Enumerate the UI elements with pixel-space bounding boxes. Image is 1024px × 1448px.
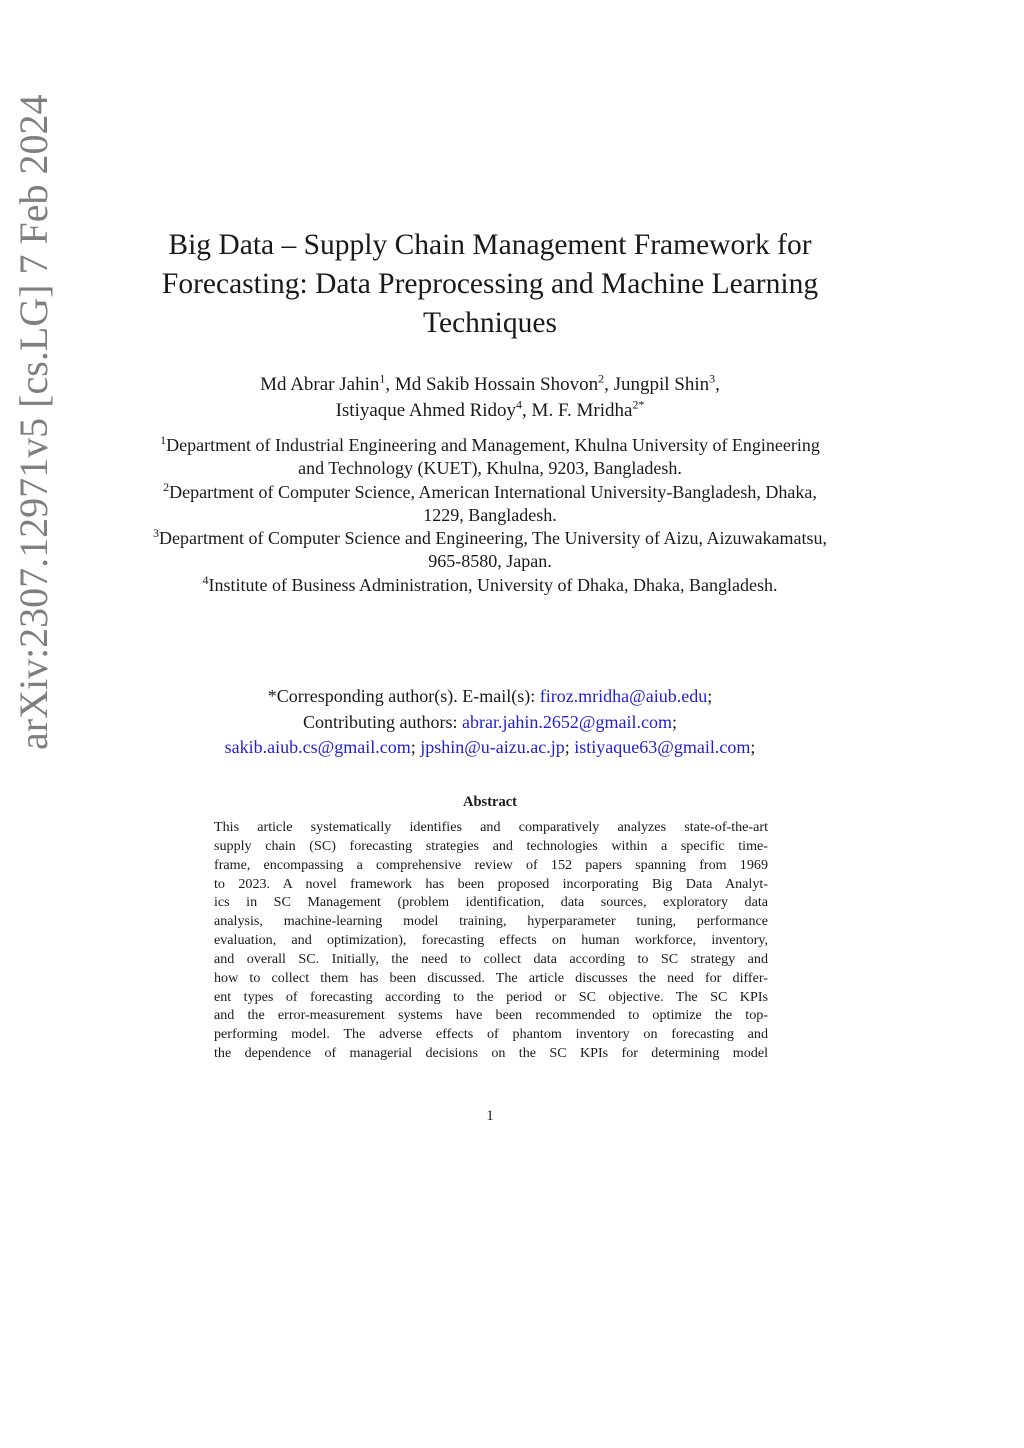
abstract-line: the dependence of managerial decisions on the SC KPIs for determining model — [214, 1045, 768, 1062]
abstract-line: and overall SC. Initially, the need to collect data according to SC strategy and — [214, 950, 768, 967]
author: Istiyaque Ahmed Ridoy$^4$, — [335, 397, 532, 421]
contributing-label: Contributing authors: — [302, 711, 458, 732]
author-list — [150, 372, 830, 424]
arxiv-identifier: arXiv:2307.12971v5 [cs.LG] 7 Feb 2024 — [11, 94, 56, 750]
affiliation: $^4$Institute of Business Administration, University of Dhaka, Dhaka, Bangladesh. — [202, 572, 778, 595]
abstract-line: and the error-measurement systems have been recommended to optimize the top- — [214, 1007, 768, 1024]
author: Md Abrar Jahin$^1$, — [260, 371, 395, 395]
abstract-line: evaluation, and optimization), forecasting effects on human workforce, inventory, — [214, 932, 768, 949]
abstract-line: analysis, machine-learning model training, hyperparameter tuning, performance — [214, 913, 768, 930]
abstract-line: how to collect them has been discussed. The article discusses the need for differ- — [214, 969, 768, 986]
author: Md Sakib Hossain Shovon$^2$, — [394, 371, 614, 395]
abstract-line: ics in SC Management (problem identification, data sources, exploratory data — [214, 894, 768, 911]
corresponding-label: *Corresponding author(s). E-mail(s): — [267, 686, 536, 706]
affiliation: $^3$Department of Computer Science and Engineering, The University of Aizu, Aizuwakamatsu, 965-8580, Japan. — [153, 526, 827, 572]
page-number: 1 — [486, 1108, 494, 1124]
abstract-body — [214, 818, 768, 1063]
abstract-heading: Abstract — [463, 794, 517, 810]
author: Jungpil Shin$^3$, — [613, 371, 720, 395]
abstract-line: performing model. The adverse effects of phantom inventory on forecasting and — [214, 1026, 768, 1043]
abstract-line: ent types of forecasting according to the period or SC objective. The SC KPIs — [214, 988, 768, 1005]
abstract-line: supply chain (SC) forecasting strategies and technologies within a specific time- — [214, 837, 768, 854]
corresponding-email-link[interactable]: firoz.mridha@aiub.edu — [539, 686, 708, 706]
abstract-line: to 2023. A novel framework has been proposed incorporating Big Data Analyt- — [214, 875, 768, 892]
abstract-line: This article systematically identifies and comparatively analyzes state-of-the-art — [214, 819, 768, 835]
author: M. F. Mridha$^{2*}$ — [531, 397, 645, 421]
contributing-email-link[interactable]: abrar.jahin.2652@gmail.com — [461, 711, 672, 732]
paper-title: Big Data – Supply Chain Management Framework for Forecasting: Data Preprocessing and Machine Learning Techniques — [161, 229, 819, 339]
contributing-email-link[interactable]: jpshin@u-aizu.ac.jp — [420, 737, 565, 757]
correspondence-block: *Corresponding author(s). E-mail(s): firoz.mridha@aiub.edu; Contributing authors: abrar.jahin.2652@gmail.com; sakib.aiub.cs@gmail.com; jpshin@u-aizu.ac.jp; istiyaque63@gmail.com; — [224, 686, 756, 757]
abstract-line: frame, encompassing a comprehensive review of 152 papers spanning from 1969 — [214, 856, 768, 873]
affiliation: $^1$Department of Industrial Engineering and Management, Khulna University of Engineering and Technology (KUET), Khulna, 9203, Bangladesh. — [160, 433, 820, 479]
affiliation: $^2$Department of Computer Science, American International University-Bangladesh, Dhaka, 1229, Bangladesh. — [163, 479, 817, 525]
contributing-email-link[interactable]: sakib.aiub.cs@gmail.com — [224, 737, 411, 757]
affiliations — [150, 434, 830, 597]
contributing-email-link[interactable]: istiyaque63@gmail.com — [574, 737, 751, 757]
